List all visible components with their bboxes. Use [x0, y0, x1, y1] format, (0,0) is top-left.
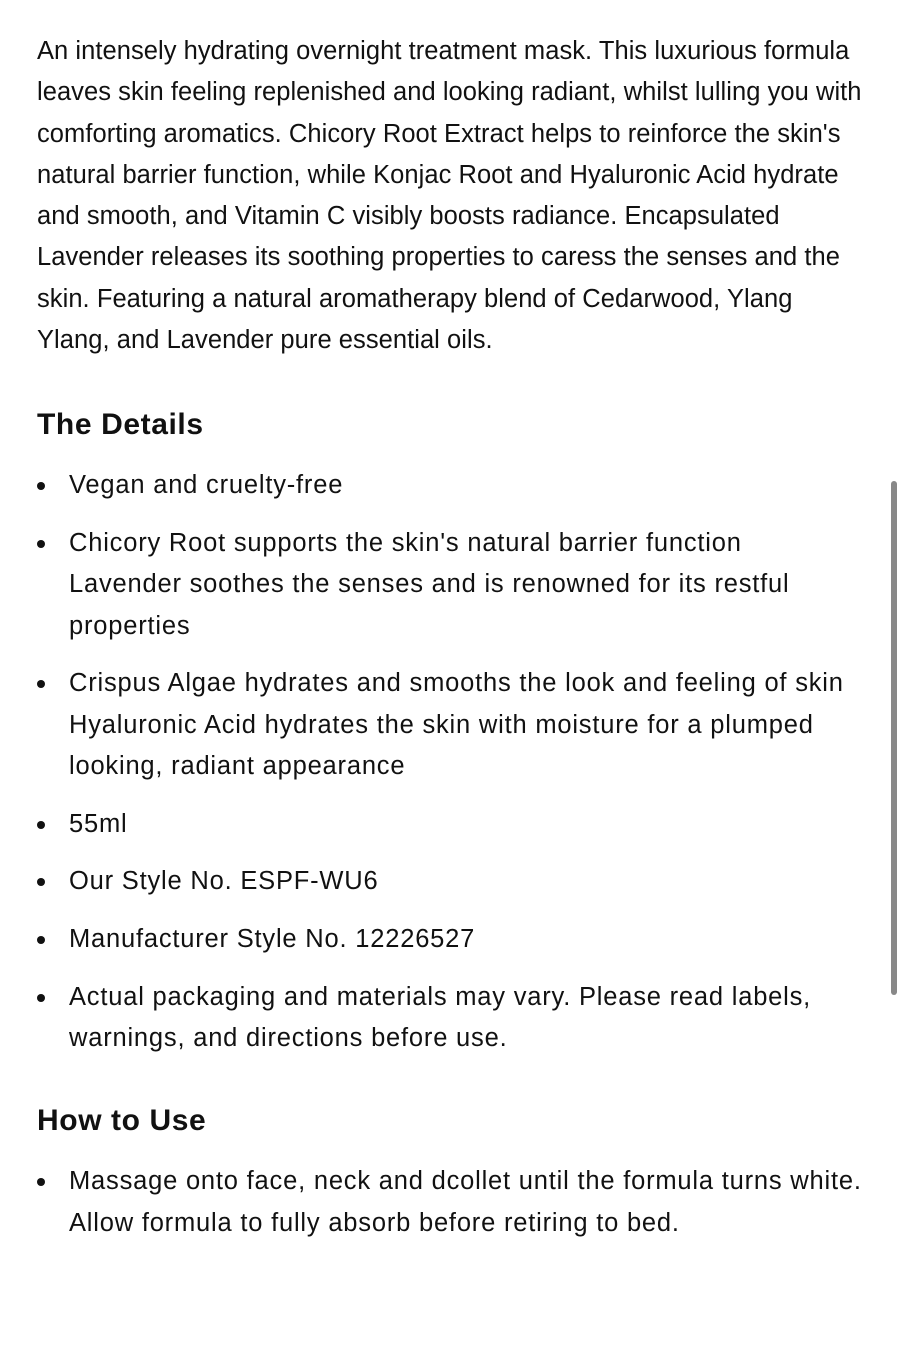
list-item	[37, 919, 862, 960]
bullet-icon	[37, 540, 45, 548]
bullet-icon	[37, 1178, 45, 1186]
scrollbar[interactable]	[891, 481, 897, 995]
bullet-icon	[37, 821, 45, 829]
list-item-text: Manufacturer Style No. 12226527	[69, 925, 476, 953]
list-item	[37, 977, 862, 1060]
list-item	[37, 465, 862, 506]
list-item	[37, 523, 862, 647]
bullet-icon	[37, 680, 45, 688]
list-item-text: Vegan and cruelty-free	[69, 471, 344, 500]
list-item-text: Crispus Algae hydrates and smooths the look and feeling of skin	[69, 669, 844, 698]
product-info	[37, 31, 862, 1244]
list-item-text: Our Style No. ESPF-WU6	[69, 867, 379, 896]
list-item-extra-text: Lavender soothes the senses and is renowned for its restful properties	[69, 570, 790, 640]
list-item-text: Massage onto face, neck and dcollet until the formula turns white. Allow formula to fully absorb before retiring to bed.	[69, 1167, 862, 1237]
list-item	[37, 663, 862, 787]
bullet-icon	[37, 936, 45, 944]
details-heading: The Details	[37, 408, 204, 442]
list-item	[37, 1161, 862, 1244]
how-to-use-list	[37, 1161, 862, 1244]
how-to-use-heading: How to Use	[37, 1104, 207, 1138]
bullet-icon	[37, 878, 45, 886]
list-item-extra-text: Hyaluronic Acid hydrates the skin with moisture for a plumped looking, radiant appearance	[69, 710, 814, 780]
list-item-text: 55ml	[69, 809, 128, 838]
product-description: An intensely hydrating overnight treatment mask. This luxurious formula leaves skin feeling replenished and looking radiant, whilst lulling you with comforting aromatics. Chicory Root Extract helps to reinforce the skin's natural barrier function, while Konjac Root and Hyaluronic Acid hydrate and smooth, and Vitamin C visibly boosts radiance. Encapsulated Lavender releases its soothing properties to caress the senses and the skin. Featuring a natural aromatherapy blend of Cedarwood, Ylang Ylang, and Lavender pure essential oils.	[37, 37, 862, 355]
bullet-icon	[37, 994, 45, 1002]
list-item-text: Chicory Root supports the skin's natural barrier function	[69, 529, 742, 558]
list-item	[37, 804, 862, 845]
bullet-icon	[37, 482, 45, 490]
list-item	[37, 861, 862, 902]
list-item-text: Actual packaging and materials may vary. Please read labels, warnings, and directions before use.	[69, 982, 812, 1052]
details-list	[37, 465, 862, 1059]
